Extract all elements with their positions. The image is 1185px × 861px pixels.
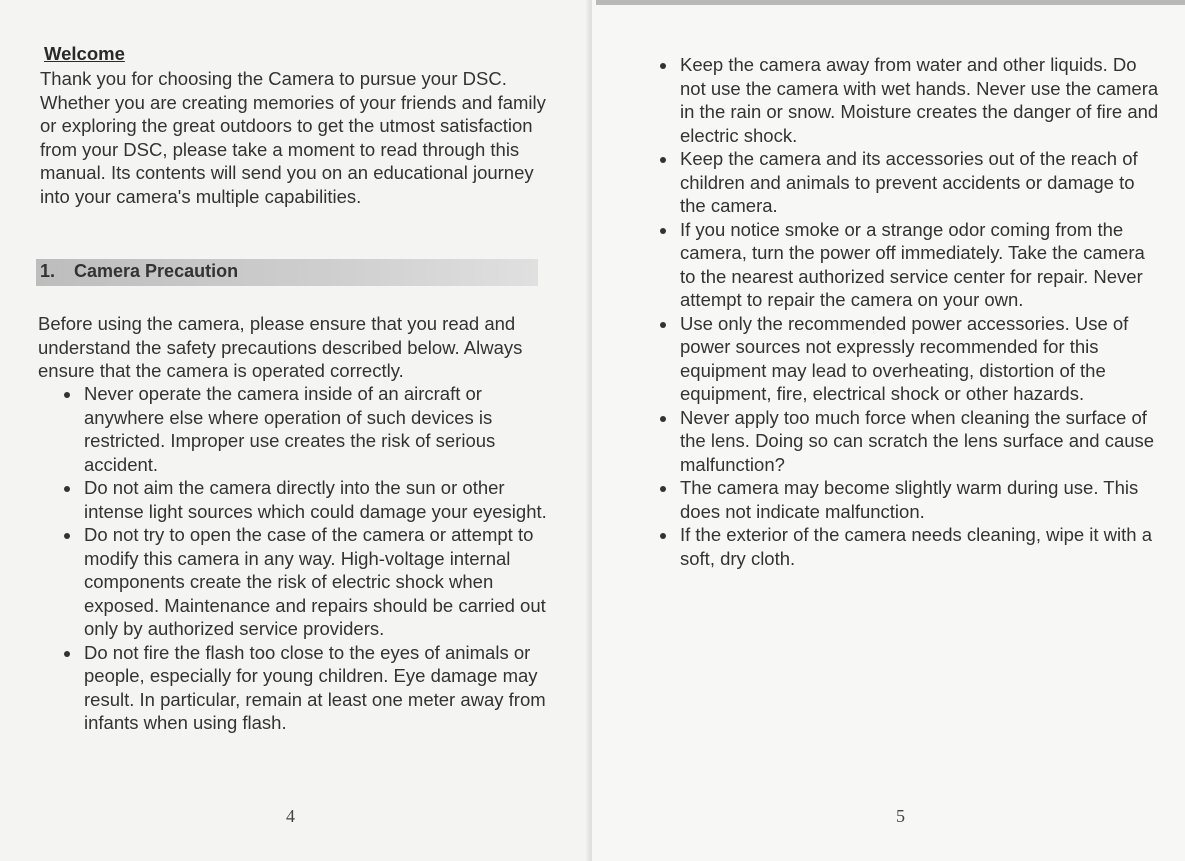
precaution-list-right <box>680 53 1160 570</box>
list-item-text: If you notice smoke or a strange odor coming from the camera, turn the power off immediately. Take the camera to the nearest authorized service center for repair. Never attempt to repair the camera on your own. <box>680 218 1145 310</box>
list-item-text: The camera may become slightly warm during use. This does not indicate malfunction. <box>680 477 1139 522</box>
bullet-icon <box>64 533 70 539</box>
left-page <box>0 0 592 861</box>
section-number: 1. <box>40 261 56 281</box>
bullet-icon <box>660 416 666 422</box>
page-number-right: 5 <box>896 806 905 826</box>
list-item <box>84 476 554 523</box>
bullet-icon <box>64 651 70 657</box>
bullet-icon <box>660 486 666 492</box>
bullet-icon <box>660 533 666 539</box>
welcome-heading: Welcome <box>44 43 125 64</box>
page-number-left: 4 <box>286 806 295 826</box>
section-title: Camera Precaution <box>74 261 239 281</box>
list-item <box>84 382 554 476</box>
list-item-text: Keep the camera and its accessories out of the reach of children and animals to prevent accidents or damage to the camera. <box>680 148 1138 216</box>
list-item-text: Never operate the camera inside of an aircraft or anywhere else where operation of such devices is restricted. Improper use creates the risk of serious accident. <box>84 383 496 475</box>
precaution-intro: Before using the camera, please ensure that you read and understand the safety precautions described below. Always ensure that the camera is operated correctly. <box>38 313 523 381</box>
list-item-text: Do not try to open the case of the camera or attempt to modify this camera in any way. High-voltage internal components create the risk of electric shock when exposed. Maintenance and repairs should be carried out only by authorized service providers. <box>84 524 546 639</box>
list-item <box>84 523 554 641</box>
list-item-text: Keep the camera away from water and other liquids. Do not use the camera with wet hands. Never use the camera in the rain or snow. Moisture creates the danger of fire and electric shock. <box>680 54 1159 146</box>
list-item-text: Do not aim the camera directly into the sun or other intense light sources which could damage your eyesight. <box>84 477 547 522</box>
bullet-icon <box>64 392 70 398</box>
list-item <box>680 218 1160 312</box>
list-item-text: If the exterior of the camera needs cleaning, wipe it with a soft, dry cloth. <box>680 524 1153 569</box>
bullet-icon <box>660 322 666 328</box>
bullet-icon <box>64 486 70 492</box>
list-item <box>680 476 1160 523</box>
list-item-text: Use only the recommended power accessories. Use of power sources not expressly recommended for this equipment may lead to overheating, distortion of the equipment, fire, electrical shock or other hazards. <box>680 312 1129 404</box>
list-item <box>680 406 1160 477</box>
page-top-edge <box>596 0 1185 5</box>
welcome-paragraph: Thank you for choosing the Camera to pursue your DSC. Whether you are creating memories of your friends and family or exploring the great outdoors to get the utmost satisfaction from your DSC, please take a moment to read through this manual. Its contents will send you on an educational journey into your camera's multiple capabilities. <box>40 68 546 207</box>
list-item <box>680 147 1160 218</box>
list-item <box>680 312 1160 406</box>
section-heading <box>40 261 238 282</box>
bullet-icon <box>660 228 666 234</box>
list-item <box>680 53 1160 147</box>
list-item-text: Never apply too much force when cleaning the surface of the lens. Doing so can scratch the lens surface and cause malfunction? <box>680 406 1155 475</box>
bullet-icon <box>660 157 666 163</box>
bullet-icon <box>660 63 666 69</box>
list-item <box>84 641 554 735</box>
list-item <box>680 523 1160 570</box>
list-item-text: Do not fire the flash too close to the eyes of animals or people, especially for young children. Eye damage may result. In particular, remain at least one meter away from infants when using flash. <box>84 641 546 733</box>
precaution-list-left <box>84 382 554 735</box>
